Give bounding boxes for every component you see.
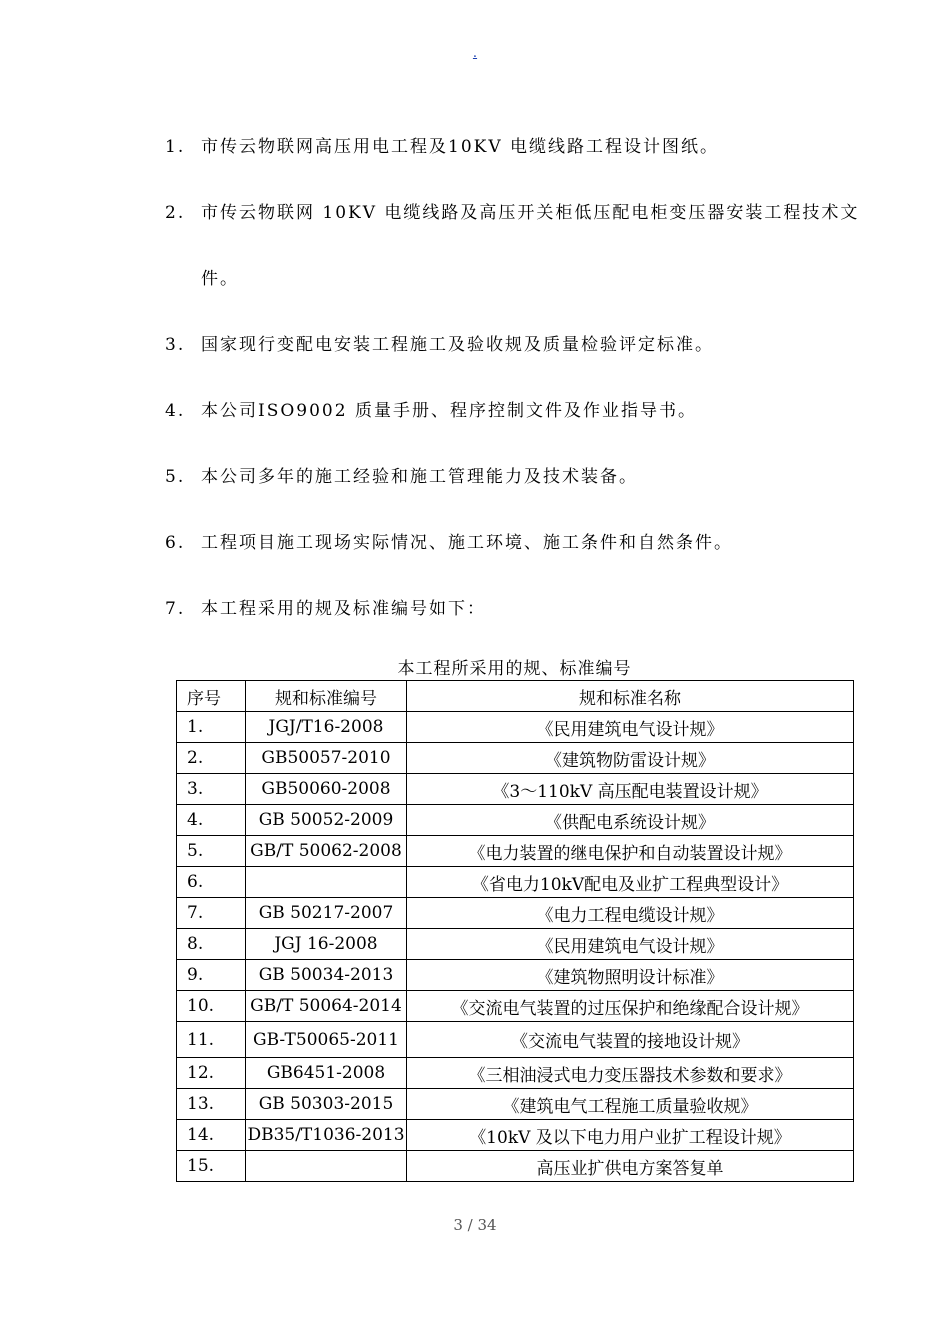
list-item-number: 7. [165,599,186,619]
list-item-number: 3. [165,335,186,355]
row-index: 12. [177,1058,246,1089]
table-row [177,898,854,929]
table-row [177,929,854,960]
table-header-row [177,681,854,712]
row-name: 《建筑物防雷设计规》 [407,743,854,774]
list-item-number: 6. [165,533,186,553]
table-row [177,1058,854,1089]
row-name: 《10kV 及以下电力用户业扩工程设计规》 [407,1120,854,1151]
page-number: 3 / 34 [453,1216,497,1234]
row-index: 11. [177,1022,246,1058]
row-code: GB/T 50064-2014 [246,991,407,1022]
row-code: GB/T 50062-2008 [246,836,407,867]
table-caption: 本工程所采用的规、标准编号 [397,659,632,679]
list-item [165,462,875,492]
row-name: 《3～110kV 高压配电装置设计规》 [407,774,854,805]
row-code: GB 50303-2015 [246,1089,407,1120]
list-item [165,132,875,162]
row-name: 《建筑电气工程施工质量验收规》 [407,1089,854,1120]
standards-table [176,680,854,1182]
header-name: 规和标准名称 [407,681,854,712]
row-code: GB 50034-2013 [246,960,407,991]
list-item-number: 2. [165,203,186,223]
list-item-text: 本公司多年的施工经验和施工管理能力及技术装备。 [201,467,638,487]
row-index: 4. [177,805,246,836]
row-code: GB 50217-2007 [246,898,407,929]
list-item-text: 市传云物联网高压用电工程及10KV 电缆线路工程设计图纸。 [201,137,720,157]
basis-list [165,132,875,624]
list-item-text: 工程项目施工现场实际情况、施工环境、施工条件和自然条件。 [201,533,733,553]
row-index: 6. [177,867,246,898]
table-row [177,805,854,836]
table-row [177,867,854,898]
row-name: 《电力装置的继电保护和自动装置设计规》 [407,836,854,867]
table-row [177,712,854,743]
row-code: GB-T50065-2011 [246,1022,407,1058]
table-row [177,836,854,867]
table-row [177,1120,854,1151]
row-name: 《交流电气装置的接地设计规》 [407,1022,854,1058]
table-row [177,960,854,991]
row-code: DB35/T1036-2013 [246,1120,407,1151]
row-index: 15. [177,1151,246,1182]
header-code: 规和标准编号 [246,681,407,712]
row-name: 《电力工程电缆设计规》 [407,898,854,929]
row-index: 14. [177,1120,246,1151]
table-row [177,1022,854,1058]
row-name: 《建筑物照明设计标准》 [407,960,854,991]
list-item-text: 本工程采用的规及标准编号如下： [201,599,486,619]
row-code: GB 50052-2009 [246,805,407,836]
row-name: 《供配电系统设计规》 [407,805,854,836]
list-item [165,594,875,624]
row-code: JGJ/T16-2008 [246,712,407,743]
list-item [165,396,875,426]
table-row [177,1089,854,1120]
row-index: 2. [177,743,246,774]
row-index: 1. [177,712,246,743]
row-code: GB50057-2010 [246,743,407,774]
table-row [177,743,854,774]
row-code [246,1151,407,1182]
row-name: 《三相油浸式电力变压器技术参数和要求》 [407,1058,854,1089]
list-item-number: 4. [165,401,186,421]
row-index: 10. [177,991,246,1022]
list-item-text: 本公司ISO9002 质量手册、程序控制文件及作业指导书。 [201,401,697,421]
row-name: 《民用建筑电气设计规》 [407,712,854,743]
list-item [165,330,875,360]
header-mark: . [472,46,478,61]
row-name: 高压业扩供电方案答复单 [407,1151,854,1182]
row-name: 《交流电气装置的过压保护和绝缘配合设计规》 [407,991,854,1022]
list-item [165,528,875,558]
table-row [177,1151,854,1182]
row-index: 7. [177,898,246,929]
row-name: 《民用建筑电气设计规》 [407,929,854,960]
row-index: 3. [177,774,246,805]
row-name: 《省电力10kV配电及业扩工程典型设计》 [407,867,854,898]
list-item [165,180,875,312]
row-code: JGJ 16-2008 [246,929,407,960]
row-code: GB50060-2008 [246,774,407,805]
row-index: 9. [177,960,246,991]
list-item-number: 5. [165,467,186,487]
header-index: 序号 [177,681,246,712]
row-index: 5. [177,836,246,867]
table-row [177,774,854,805]
list-item-text: 国家现行变配电安装工程施工及验收规及质量检验评定标准。 [201,335,714,355]
row-index: 8. [177,929,246,960]
list-item-number: 1. [165,137,186,157]
row-code: GB6451-2008 [246,1058,407,1089]
table-row [177,991,854,1022]
list-item-text: 市传云物联网 10KV 电缆线路及高压开关柜低压配电柜变压器安装工程技术文件。 [201,203,860,289]
row-index: 13. [177,1089,246,1120]
row-code [246,867,407,898]
